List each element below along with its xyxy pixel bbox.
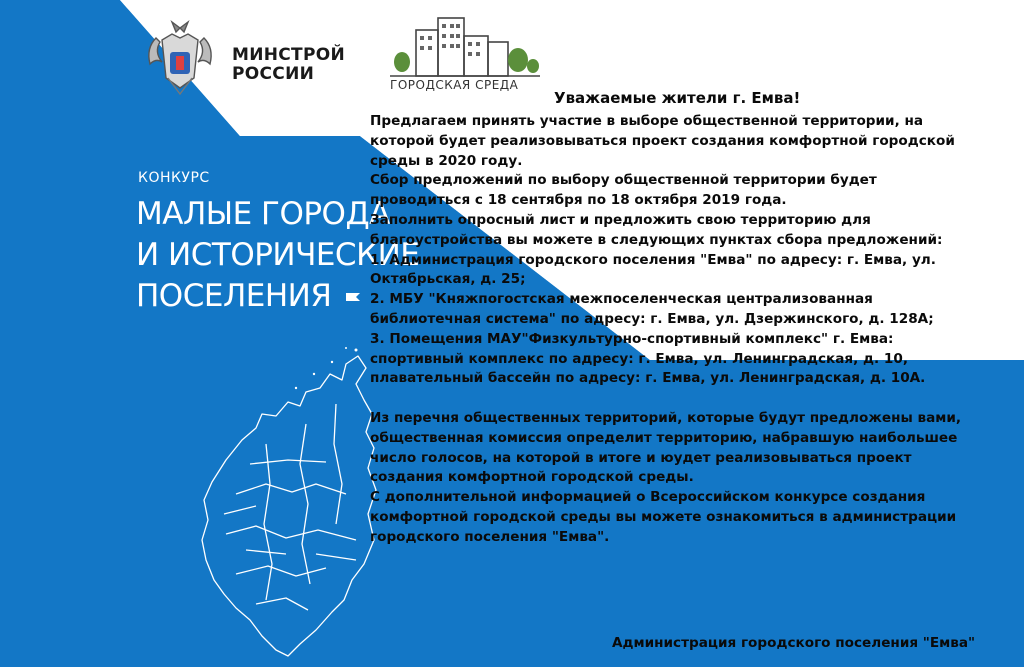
flag-icon: [345, 292, 361, 304]
notice-line: среды в 2020 году.: [370, 152, 523, 169]
notice-line: Предлагаем принять участие в выборе общественной территории, на: [370, 113, 924, 129]
notice-line: 3. Помещения МАУ"Физкультурно-спортивный комплекс" г. Емва:: [370, 330, 894, 347]
notice-body: [370, 112, 1010, 548]
contest-title-line2: И ИСТОРИЧЕСКИЕ: [136, 237, 420, 273]
contest-title-line3: ПОСЕЛЕНИЯ: [136, 276, 419, 317]
contest-label: КОНКУРС: [138, 170, 210, 186]
notice-line: Заполнить опросный лист и предложить свою территорию для: [370, 211, 871, 228]
ministry-name: [232, 46, 345, 84]
notice-line: комфортной городской среды вы можете ознакомиться в администрации: [370, 508, 957, 525]
notice-line: общественная комиссия определит территорию, набравшую наибольшее: [370, 429, 958, 446]
notice-line: спортивный комплекс по адресу: г. Емва, ул. Ленинградская, д. 10,: [370, 350, 909, 367]
coat-of-arms-eagle-icon: [142, 18, 218, 98]
russia-map-outline-icon: [196, 344, 386, 664]
notice-line: проводиться с 18 сентября по 18 октября 2019 года.: [370, 192, 787, 209]
notice-line: плавательный бассейн по адресу: г. Емва, ул. Ленинградская, д. 10А.: [370, 370, 926, 387]
gorodskaya-sreda-label: ГОРОДСКАЯ СРЕДА: [390, 78, 519, 92]
notice-line: 2. МБУ "Княжпогостская межпоселенческая централизованная: [370, 291, 873, 308]
contest-title-line1: МАЛЫЕ ГОРОДА: [136, 196, 390, 232]
notice-line: Октябрьская, д. 25;: [370, 271, 526, 288]
notice-line: благоустройства вы можете в следующих пунктах сбора предложений:: [370, 231, 943, 248]
notice-line: число голосов, на которой в итоге и юудет реализовываться проект: [370, 449, 912, 466]
paragraph-gap: [370, 389, 1010, 409]
city-skyline-icon: [390, 16, 540, 78]
notice-line: которой будет реализовываться проект создания комфортной городской: [370, 132, 955, 149]
notice-line: создания комфортной городской среды.: [370, 469, 694, 486]
notice-line: Сбор предложений по выбору общественной территории будет: [370, 172, 877, 189]
notice-line: 1. Администрация городского поселения "Емва" по адресу: г. Емва, ул.: [370, 251, 936, 268]
notice-signature: Администрация городского поселения "Емва": [612, 635, 976, 651]
notice-line: Из перечня общественных территорий, которые будут предложены вами,: [370, 409, 962, 426]
notice-greeting: Уважаемые жители г. Емва!: [554, 89, 801, 107]
ministry-name-line1: МИНСТРОЙ: [232, 45, 345, 65]
notice-line: городского поселения "Емва".: [370, 528, 610, 545]
notice-line: библиотечная система" по адресу: г. Емва, ул. Дзержинского, д. 128А;: [370, 310, 934, 327]
ministry-name-line2: РОССИИ: [232, 64, 315, 84]
notice-line: С дополнительной информацией о Всероссийском конкурсе создания: [370, 489, 926, 506]
